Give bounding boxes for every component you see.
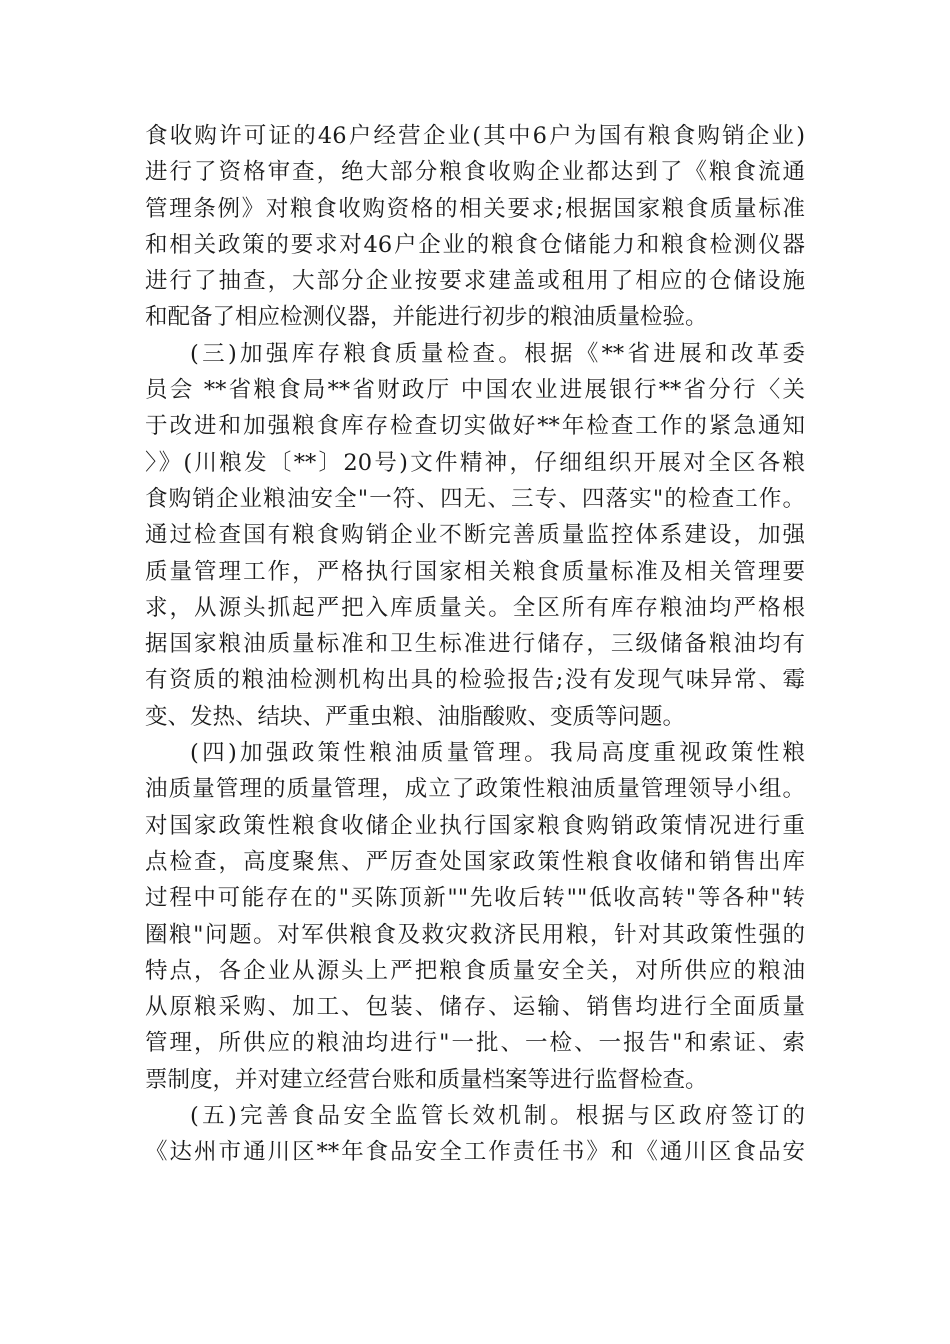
text-line: 特点，各企业从源头上严把粮食质量安全关，对所供应的粮油 xyxy=(145,957,805,984)
document-body xyxy=(145,118,805,1171)
text-line: 变、发热、结块、严重虫粮、油脂酸败、变质等问题。 xyxy=(145,703,686,730)
text-line: 据国家粮油质量标准和卫生标准进行储存，三级储备粮油均有 xyxy=(145,631,805,658)
text-line: 过程中可能存在的"买陈顶新""先收后转""低收高转"等各种"转 xyxy=(145,885,805,912)
text-line: 点检查，高度聚焦、严厉查处国家政策性粮食收储和销售出库 xyxy=(145,848,805,875)
text-line: 从原粮采购、加工、包装、储存、运输、销售均进行全面质量 xyxy=(145,994,805,1021)
text-line: 和配备了相应检测仪器，并能进行初步的粮油质量检验。 xyxy=(145,304,708,331)
text-line: 管理条例》对粮食收购资格的相关要求;根据国家粮食质量标准 xyxy=(145,195,805,222)
text-line: 进行了抽查，大部分企业按要求建盖或租用了相应的仓储设施 xyxy=(145,268,805,295)
text-line: 于改进和加强粮食库存检查切实做好**年检查工作的紧急通知 xyxy=(145,413,805,440)
text-line: 油质量管理的质量管理，成立了政策性粮油质量管理领导小组。 xyxy=(145,776,805,803)
paragraph-section-3 xyxy=(145,336,805,735)
text-line: 有资质的粮油检测机构出具的检验报告;没有发现气味异常、霉 xyxy=(145,667,805,694)
section-heading-line: (四)加强政策性粮油质量管理。我局高度重视政策性粮 xyxy=(190,740,805,767)
text-line: 对国家政策性粮食收储企业执行国家粮食购销政策情况进行重 xyxy=(145,812,805,839)
paragraph-section-5 xyxy=(145,1098,805,1171)
paragraph-section-4 xyxy=(145,735,805,1098)
section-heading-line: (五)完善食品安全监管长效机制。根据与区政府签订的 xyxy=(190,1103,805,1130)
text-line: 票制度，并对建立经营台账和质量档案等进行监督检查。 xyxy=(145,1066,708,1093)
text-line: 圈粮"问题。对军供粮食及救灾救济民用粮，针对其政策性强的 xyxy=(145,921,805,948)
text-line: 和相关政策的要求对46户企业的粮食仓储能力和粮食检测仪器 xyxy=(145,231,805,258)
text-line: 食收购许可证的46户经营企业(其中6户为国有粮食购销企业) xyxy=(145,123,805,149)
text-line: 〉》(川粮发〔**〕20号)文件精神，仔细组织开展对全区各粮 xyxy=(145,449,805,476)
section-heading-line: (三)加强库存粮食质量检查。根据《**省进展和改革委 xyxy=(190,340,805,367)
text-line: 通过检查国有粮食购销企业不断完善质量监控体系建设，加强 xyxy=(145,522,805,549)
paragraph-licensing xyxy=(145,118,805,336)
text-line: 求，从源头抓起严把入库质量关。全区所有库存粮油均严格根 xyxy=(145,594,805,621)
text-line: 员会 **省粮食局**省财政厅 中国农业进展银行**省分行〈关 xyxy=(145,377,805,404)
text-line: 质量管理工作，严格执行国家相关粮食质量标准及相关管理要 xyxy=(145,558,805,585)
text-line: 管理，所供应的粮油均进行"一批、一检、一报告"和索证、索 xyxy=(145,1030,805,1057)
text-line: 《达州市通川区**年食品安全工作责任书》和《通川区食品安 xyxy=(145,1139,805,1166)
text-line: 食购销企业粮油安全"一符、四无、三专、四落实"的检查工作。 xyxy=(145,485,805,512)
text-line: 进行了资格审查，绝大部分粮食收购企业都达到了《粮食流通 xyxy=(145,159,805,186)
